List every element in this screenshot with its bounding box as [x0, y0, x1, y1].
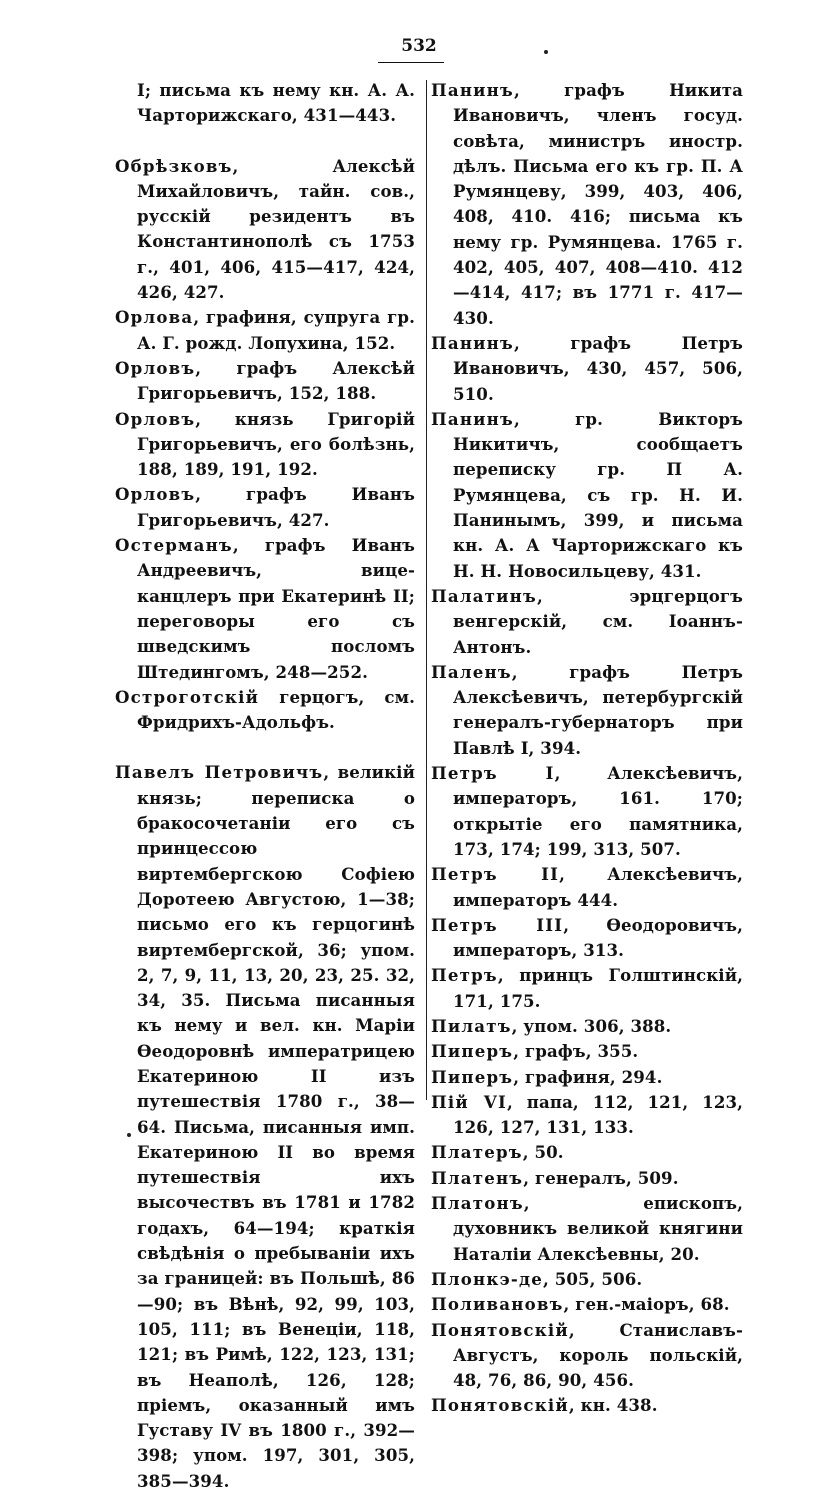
index-column-right — [431, 78, 743, 1419]
section-gap — [115, 735, 415, 760]
entry-text: , графъ Алексѣй Григорьевичъ, 152, 188. — [137, 357, 415, 404]
header-rule — [378, 62, 444, 63]
index-entry — [431, 761, 743, 862]
entry-text: , графиня, 294. — [513, 1066, 663, 1087]
entry-headword: Пилатъ — [431, 1015, 512, 1036]
entry-headword: Панинъ — [431, 332, 514, 353]
entry-text: , ген.-маіоръ, 68. — [563, 1294, 730, 1315]
entry-headword: Петръ II — [431, 864, 560, 885]
index-entry — [431, 1065, 743, 1090]
index-entry — [431, 963, 743, 1014]
print-speck — [544, 50, 548, 54]
index-entry — [431, 331, 743, 407]
entry-headword: Пиперъ — [431, 1041, 514, 1062]
index-entry — [115, 760, 415, 1494]
entry-headword: Остерманъ — [115, 535, 233, 556]
page-number: 532 — [401, 36, 437, 56]
entry-headword: Платенъ — [431, 1167, 524, 1188]
entry-headword: Платеръ — [431, 1142, 523, 1163]
index-column-left — [115, 78, 415, 1494]
entry-text: , графъ, 355. — [513, 1041, 639, 1062]
entry-headword: Павелъ Петровичъ — [115, 762, 324, 783]
index-entry — [115, 482, 415, 533]
index-entry — [431, 407, 743, 584]
entry-headword: Понятовскій — [431, 1395, 569, 1416]
entry-text: , кн. 438. — [568, 1395, 658, 1416]
entry-headword: Петръ III — [431, 914, 564, 935]
entry-text: , генералъ, 509. — [523, 1167, 679, 1188]
index-entry — [431, 1267, 743, 1292]
entry-text: , великій князь; переписка о бракосочетаніи его съ принцессою виртембергскою Софіею Доротеею Августою, 1—38; письмо его къ герцогинѣ виртембергской, 36; упом. 2, 7, 9, 11, 13, 20, 23, 25. 32, 34, 35. Письма писанныя къ нему и вел. кн. Маріи Ѳеодоровнѣ императрицею Екатериною II изъ путешествія 1780 г., 38—64. Письма, писанныя имп. Екатериною II во время путешествія ихъ высочествъ въ 1781 и 1782 годахъ, 64—194; краткія свѣдѣнія о пребываніи ихъ за границей: въ Польшѣ, 86—90; въ Вѣнѣ, 92, 99, 103, 105, 111; въ Венеціи, 118, 121; въ Римѣ, 122, 123, 131; въ Неаполѣ, 126, 128; пріемъ, оказанный имъ Густаву IV въ 1800 г., 392—398; упом. 197, 301, 305, 385—394. — [137, 762, 415, 1491]
index-entry — [431, 1292, 743, 1317]
entry-text: , Ѳеодоровичъ, императоръ, 313. — [453, 914, 743, 961]
entry-headword: Орловъ — [115, 408, 196, 429]
entry-text: , гр. Викторъ Никитичъ, сообщаетъ переписку гр. П А. Румянцева, съ гр. Н. И. Панинымъ, 399, и письма кн. А. А Чарторижскаго къ Н. Н. Новосильцеву, 431. — [453, 408, 743, 581]
entry-text: , Станиславъ-Августъ, король польскій, 48, 76, 86, 90, 456. — [453, 1319, 743, 1391]
entry-text: I; письма къ нему кн. А. А. Чарторижскаго, 431—443. — [137, 80, 415, 126]
index-entry — [431, 1014, 743, 1039]
entry-text: , папа, 112, 121, 123, 126, 127, 131, 133. — [453, 1091, 743, 1138]
entry-headword: Пиперъ — [431, 1066, 514, 1087]
index-entry — [431, 1318, 743, 1394]
entry-headword: Орловъ — [115, 357, 196, 378]
entry-text: , упом. 306, 388. — [511, 1015, 672, 1036]
entry-text: , князь Григорій Григорьевичъ, его болѣзнь, 188, 189, 191, 192. — [137, 408, 415, 480]
index-entry — [431, 1140, 743, 1165]
entry-headword: Петръ — [431, 965, 498, 986]
column-divider — [426, 80, 427, 1100]
entry-headword: Понятовскій — [431, 1319, 569, 1340]
entry-text: , 50. — [522, 1142, 564, 1163]
entry-text: , эрцгерцогъ венгерскій, см. Іоаннъ-Антонъ. — [453, 585, 743, 657]
index-entry — [431, 1393, 743, 1418]
print-speck — [127, 1133, 131, 1137]
entry-headword: Орлова — [115, 307, 194, 328]
entry-text: , Алексѣевичъ, императоръ 444. — [453, 864, 743, 910]
index-entry — [431, 1191, 743, 1267]
entry-headword: Поливановъ — [431, 1294, 564, 1315]
index-entry — [115, 407, 415, 483]
entry-headword: Пій VI — [431, 1091, 507, 1112]
index-entry — [431, 78, 743, 331]
index-entry — [115, 154, 415, 306]
entry-headword: Панинъ — [431, 80, 514, 100]
entry-headword: Обрѣзковъ — [115, 155, 233, 176]
entry-text: , графъ Петръ Алексѣевичъ, петербургскій генералъ-губернаторъ при Павлѣ I, 394. — [453, 661, 743, 758]
section-gap — [115, 129, 415, 154]
entry-headword: Панинъ — [431, 408, 514, 429]
index-entry — [431, 1039, 743, 1064]
index-entry — [431, 584, 743, 660]
index-entry — [115, 685, 415, 736]
entry-headword: Палатинъ — [431, 585, 537, 606]
index-entry — [115, 78, 415, 129]
entry-headword: Паленъ — [431, 661, 512, 682]
entry-headword: Плонкэ-де — [431, 1268, 543, 1289]
index-entry — [431, 862, 743, 913]
entry-text: , графъ Иванъ Григорьевичъ, 427. — [137, 484, 415, 530]
entry-headword: Петръ I — [431, 763, 555, 784]
index-entry — [431, 1090, 743, 1141]
entry-headword: Остроготскій — [115, 686, 260, 707]
entry-text: , графъ Иванъ Андреевичъ, вице-канцлеръ при Екатеринѣ II; переговоры его съ шведскимъ посломъ Штедингомъ, 248—252. — [137, 535, 415, 682]
entry-headword: Орловъ — [115, 484, 196, 505]
index-entry — [115, 356, 415, 407]
entry-text: , епископъ, духовникъ великой княгини Наталіи Алексѣевны, 20. — [453, 1193, 743, 1264]
entry-text: , графъ Петръ Ивановичъ, 430, 457, 506, 510. — [453, 332, 743, 404]
entry-text: , Алексѣевичъ, императоръ, 161. 170; открытіе его памятника, 173, 174; 199, 313, 507. — [453, 763, 743, 859]
entry-headword: Платонъ — [431, 1193, 524, 1214]
index-entry — [115, 533, 415, 685]
entry-text: , графиня, супруга гр. А. Г. рожд. Лопухина, 152. — [137, 307, 415, 353]
index-entry — [431, 913, 743, 964]
index-entry — [431, 660, 743, 761]
index-entry — [431, 1166, 743, 1191]
entry-text: , графъ Никита Ивановичъ, членъ госуд. совѣта, министръ иностр. дѣлъ. Письма его къ гр. П. А Румянцеву, 399, 403, 406, 408, 410. 416; письма къ нему гр. Румянцева. 1765 г. 402, 405, 407, 408—410. 412—414, 417; въ 1771 г. 417—430. — [453, 80, 743, 328]
entry-text: , Алексѣй Михайловичъ, тайн. сов., русскій резидентъ въ Константинополѣ съ 1753 г., 401, 406, 415—417, 424, 426, 427. — [137, 155, 415, 303]
entry-text: , 505, 506. — [542, 1268, 643, 1289]
entry-text: , принцъ Голштинскій, 171, 175. — [453, 965, 743, 1011]
entry-text: герцогъ, см. Фридрихъ-Адольфъ. — [137, 686, 415, 733]
index-entry — [115, 305, 415, 356]
